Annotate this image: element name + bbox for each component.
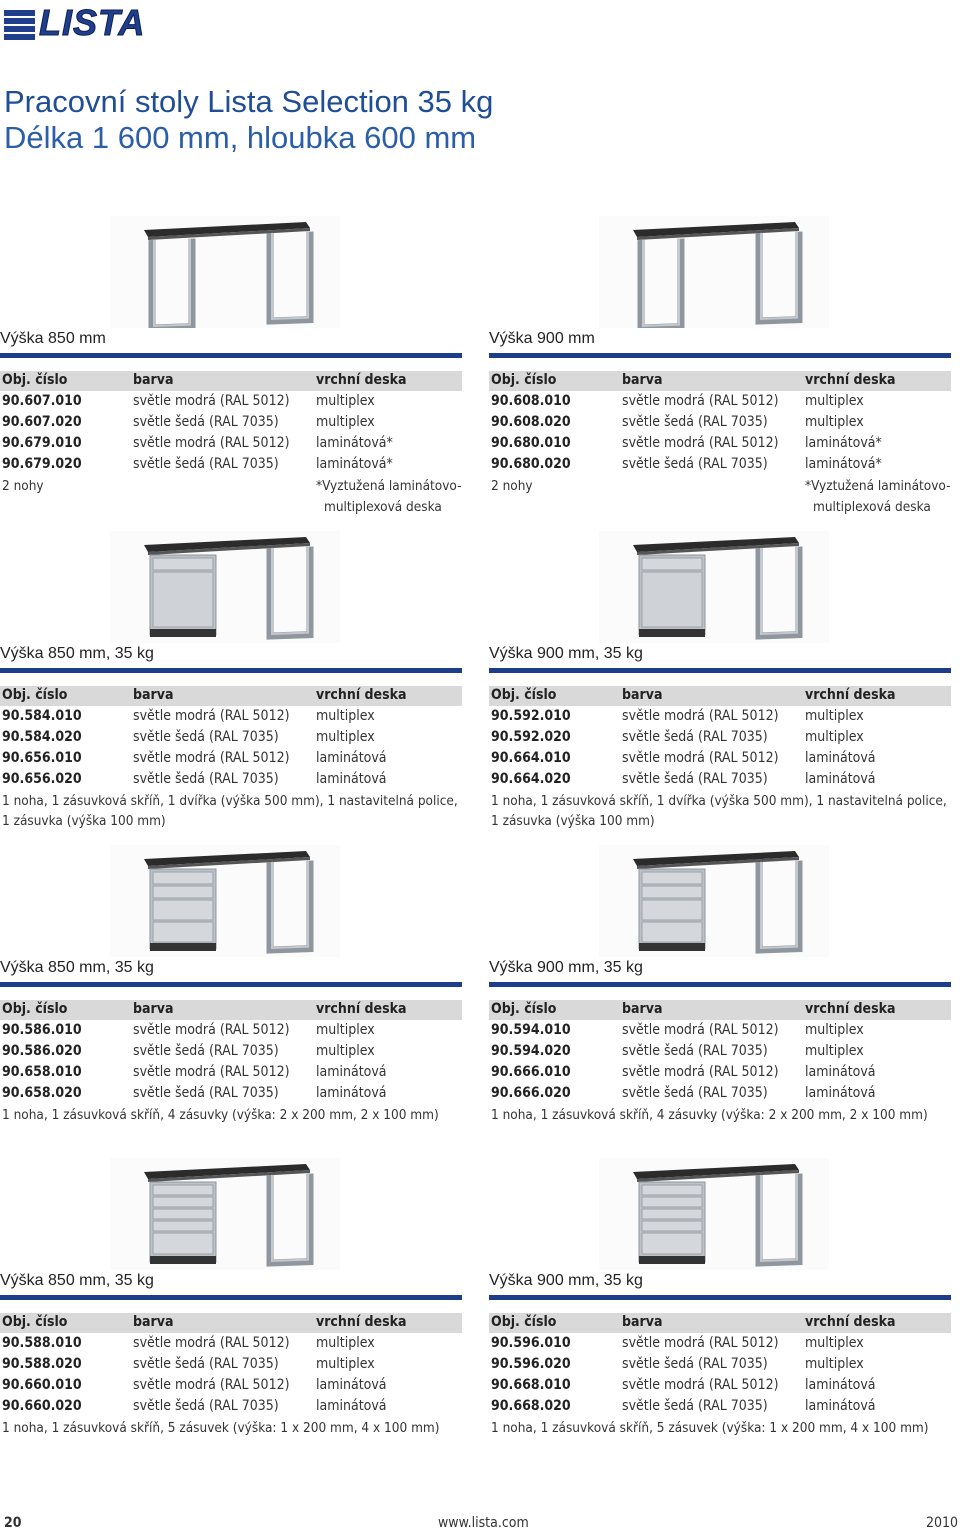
note-footnote-1: *Vyztužená laminátovo- (805, 478, 951, 494)
color-value: světle modrá (RAL 5012) (133, 1377, 290, 1393)
top-value: multiplex (316, 393, 375, 409)
table-header (0, 1313, 462, 1333)
order-code: 90.607.020 (2, 414, 82, 430)
col-header-code: Obj. číslo (2, 372, 68, 388)
table-row (489, 707, 951, 728)
table-row (489, 1376, 951, 1397)
table-header (0, 371, 462, 391)
table-header (489, 1313, 951, 1333)
table-header (0, 686, 462, 706)
color-value: světle modrá (RAL 5012) (622, 393, 779, 409)
col-header-color: barva (133, 372, 174, 388)
col-header-color: barva (133, 1001, 174, 1017)
color-value: světle šedá (RAL 7035) (133, 456, 279, 472)
section-heading: Výška 900 mm, 35 kg (489, 645, 643, 662)
table-header (0, 1000, 462, 1020)
table-row (489, 392, 951, 413)
table-row (0, 455, 462, 476)
order-code: 90.680.010 (491, 435, 571, 451)
top-value: laminátová (316, 1085, 387, 1101)
order-code: 90.658.020 (2, 1085, 82, 1101)
table-row (0, 749, 462, 770)
note-description-1: 1 noha, 1 zásuvková skříň, 4 zásuvky (výška: 2 x 200 mm, 2 x 100 mm) (491, 1107, 928, 1123)
section-heading: Výška 900 mm, 35 kg (489, 1272, 643, 1289)
table-row (489, 1397, 951, 1418)
top-value: laminátová (805, 1398, 876, 1414)
color-value: světle modrá (RAL 5012) (622, 435, 779, 451)
workbench-image (599, 845, 829, 957)
title-line-2: Délka 1 600 mm, hloubka 600 mm (4, 120, 477, 155)
order-code: 90.588.010 (2, 1335, 82, 1351)
table-row (489, 455, 951, 476)
top-value: multiplex (805, 414, 864, 430)
top-value: multiplex (805, 1335, 864, 1351)
order-code: 90.660.010 (2, 1377, 82, 1393)
col-header-top: vrchní deska (805, 687, 896, 703)
order-code: 90.666.020 (491, 1085, 571, 1101)
top-value: multiplex (316, 1043, 375, 1059)
product-section (489, 212, 951, 515)
table-row (0, 434, 462, 455)
top-value: multiplex (805, 1022, 864, 1038)
order-code: 90.592.020 (491, 729, 571, 745)
product-section (0, 841, 462, 1141)
table-row (0, 1063, 462, 1084)
table-row (0, 707, 462, 728)
order-code: 90.584.010 (2, 708, 82, 724)
table-row (0, 392, 462, 413)
order-code: 90.586.020 (2, 1043, 82, 1059)
order-code: 90.608.020 (491, 414, 571, 430)
table-row (0, 1021, 462, 1042)
table-row (0, 1084, 462, 1105)
top-value: laminátová (805, 1064, 876, 1080)
top-value: multiplex (805, 729, 864, 745)
color-value: světle modrá (RAL 5012) (622, 750, 779, 766)
color-value: světle modrá (RAL 5012) (622, 1377, 779, 1393)
workbench-image (110, 1158, 340, 1270)
product-section (0, 527, 462, 827)
logo-text: LISTA (39, 2, 146, 43)
heading-underline (489, 1295, 951, 1300)
top-value: multiplex (316, 1022, 375, 1038)
note-description-2: 1 zásuvka (výška 100 mm) (491, 813, 655, 829)
color-value: světle šedá (RAL 7035) (622, 456, 768, 472)
workbench-image (599, 531, 829, 643)
col-header-color: barva (133, 687, 174, 703)
table-row (489, 1355, 951, 1376)
col-header-code: Obj. číslo (2, 1314, 68, 1330)
col-header-top: vrchní deska (805, 1314, 896, 1330)
color-value: světle šedá (RAL 7035) (133, 1043, 279, 1059)
top-value: laminátová (805, 1377, 876, 1393)
page-title (4, 84, 493, 156)
table-header (489, 686, 951, 706)
top-value: multiplex (805, 393, 864, 409)
note-description-1: 1 noha, 1 zásuvková skříň, 5 zásuvek (výška: 1 x 200 mm, 4 x 100 mm) (2, 1420, 440, 1436)
order-code: 90.668.020 (491, 1398, 571, 1414)
note-description-1: 1 noha, 1 zásuvková skříň, 1 dvířka (výška 500 mm), 1 nastavitelná police, (491, 793, 947, 809)
order-code: 90.666.010 (491, 1064, 571, 1080)
order-code: 90.660.020 (2, 1398, 82, 1414)
table-row (0, 1334, 462, 1355)
note-footnote-1: *Vyztužená laminátovo- (316, 478, 462, 494)
title-line-1: Pracovní stoly Lista Selection 35 kg (4, 84, 494, 119)
order-code: 90.658.010 (2, 1064, 82, 1080)
table-row (0, 1355, 462, 1376)
heading-underline (489, 982, 951, 987)
top-value: laminátová (316, 1398, 387, 1414)
top-value: laminátová (316, 750, 387, 766)
col-header-top: vrchní deska (316, 1314, 407, 1330)
col-header-color: barva (622, 1001, 663, 1017)
order-code: 90.588.020 (2, 1356, 82, 1372)
order-code: 90.586.010 (2, 1022, 82, 1038)
workbench-image (110, 845, 340, 957)
top-value: multiplex (316, 729, 375, 745)
color-value: světle modrá (RAL 5012) (622, 1022, 779, 1038)
workbench-image (110, 216, 340, 328)
heading-underline (0, 668, 462, 673)
table-row (489, 1021, 951, 1042)
top-value: multiplex (316, 414, 375, 430)
table-row (489, 1084, 951, 1105)
color-value: světle šedá (RAL 7035) (622, 1356, 768, 1372)
note-description-2: 1 zásuvka (výška 100 mm) (2, 813, 166, 829)
note-legs: 2 nohy (2, 478, 44, 494)
top-value: laminátová (805, 1085, 876, 1101)
table-header (489, 1000, 951, 1020)
table-row (489, 434, 951, 455)
section-heading: Výška 850 mm (0, 330, 106, 347)
top-value: multiplex (805, 1043, 864, 1059)
heading-underline (0, 1295, 462, 1300)
order-code: 90.592.010 (491, 708, 571, 724)
order-code: 90.679.020 (2, 456, 82, 472)
table-row (489, 1042, 951, 1063)
color-value: světle šedá (RAL 7035) (133, 729, 279, 745)
workbench-image (110, 531, 340, 643)
order-code: 90.679.010 (2, 435, 82, 451)
section-heading: Výška 850 mm, 35 kg (0, 645, 154, 662)
order-code: 90.680.020 (491, 456, 571, 472)
color-value: světle modrá (RAL 5012) (622, 1064, 779, 1080)
top-value: laminátová (805, 771, 876, 787)
top-value: multiplex (316, 708, 375, 724)
section-heading: Výška 900 mm, 35 kg (489, 959, 643, 976)
color-value: světle šedá (RAL 7035) (133, 771, 279, 787)
note-description-1: 1 noha, 1 zásuvková skříň, 1 dvířka (výška 500 mm), 1 nastavitelná police, (2, 793, 458, 809)
page-number: 20 (4, 1515, 22, 1531)
top-value: laminátová (316, 771, 387, 787)
color-value: světle modrá (RAL 5012) (133, 435, 290, 451)
order-code: 90.607.010 (2, 393, 82, 409)
order-code: 90.584.020 (2, 729, 82, 745)
product-section (0, 1154, 462, 1454)
heading-underline (0, 353, 462, 358)
col-header-code: Obj. číslo (491, 687, 557, 703)
color-value: světle modrá (RAL 5012) (133, 750, 290, 766)
note-description-1: 1 noha, 1 zásuvková skříň, 5 zásuvek (výška: 1 x 200 mm, 4 x 100 mm) (491, 1420, 929, 1436)
top-value: multiplex (316, 1335, 375, 1351)
table-row (0, 728, 462, 749)
color-value: světle modrá (RAL 5012) (622, 1335, 779, 1351)
top-value: laminátová* (805, 456, 882, 472)
col-header-color: barva (133, 1314, 174, 1330)
col-header-color: barva (622, 372, 663, 388)
color-value: světle šedá (RAL 7035) (622, 414, 768, 430)
section-heading: Výška 900 mm (489, 330, 595, 347)
product-section (489, 527, 951, 827)
col-header-top: vrchní deska (316, 1001, 407, 1017)
col-header-top: vrchní deska (805, 1001, 896, 1017)
table-row (489, 1334, 951, 1355)
table-row (0, 1042, 462, 1063)
table-row (0, 1397, 462, 1418)
section-heading: Výška 850 mm, 35 kg (0, 1272, 154, 1289)
table-row (489, 413, 951, 434)
top-value: laminátová (805, 750, 876, 766)
color-value: světle šedá (RAL 7035) (622, 771, 768, 787)
color-value: světle šedá (RAL 7035) (622, 1043, 768, 1059)
table-row (489, 770, 951, 791)
color-value: světle modrá (RAL 5012) (133, 393, 290, 409)
workbench-image (599, 216, 829, 328)
note-description-1: 1 noha, 1 zásuvková skříň, 4 zásuvky (výška: 2 x 200 mm, 2 x 100 mm) (2, 1107, 439, 1123)
table-row (489, 749, 951, 770)
note-legs: 2 nohy (491, 478, 533, 494)
col-header-top: vrchní deska (805, 372, 896, 388)
heading-underline (0, 982, 462, 987)
table-row (0, 770, 462, 791)
order-code: 90.594.020 (491, 1043, 571, 1059)
footer-url[interactable]: www.lista.com (438, 1515, 529, 1531)
col-header-color: barva (622, 1314, 663, 1330)
top-value: multiplex (805, 708, 864, 724)
order-code: 90.596.010 (491, 1335, 571, 1351)
order-code: 90.594.010 (491, 1022, 571, 1038)
top-value: multiplex (316, 1356, 375, 1372)
table-row (0, 1376, 462, 1397)
col-header-code: Obj. číslo (491, 1001, 557, 1017)
workbench-image (599, 1158, 829, 1270)
top-value: multiplex (805, 1356, 864, 1372)
table-row (489, 728, 951, 749)
color-value: světle modrá (RAL 5012) (622, 708, 779, 724)
color-value: světle modrá (RAL 5012) (133, 708, 290, 724)
top-value: laminátová* (316, 435, 393, 451)
color-value: světle šedá (RAL 7035) (622, 729, 768, 745)
col-header-code: Obj. číslo (491, 372, 557, 388)
color-value: světle šedá (RAL 7035) (133, 1356, 279, 1372)
color-value: světle šedá (RAL 7035) (622, 1085, 768, 1101)
product-section (489, 1154, 951, 1454)
product-section (0, 212, 462, 515)
logo-stripes-icon (4, 8, 35, 39)
section-heading: Výška 850 mm, 35 kg (0, 959, 154, 976)
top-value: laminátová* (316, 456, 393, 472)
color-value: světle šedá (RAL 7035) (622, 1398, 768, 1414)
order-code: 90.656.020 (2, 771, 82, 787)
top-value: laminátová (316, 1064, 387, 1080)
color-value: světle šedá (RAL 7035) (133, 414, 279, 430)
table-row (0, 413, 462, 434)
top-value: laminátová (316, 1377, 387, 1393)
heading-underline (489, 353, 951, 358)
order-code: 90.668.010 (491, 1377, 571, 1393)
note-footnote-2: multiplexová deska (813, 499, 931, 515)
col-header-top: vrchní deska (316, 687, 407, 703)
color-value: světle modrá (RAL 5012) (133, 1022, 290, 1038)
col-header-top: vrchní deska (316, 372, 407, 388)
order-code: 90.608.010 (491, 393, 571, 409)
table-header (489, 371, 951, 391)
lista-logo (4, 2, 146, 43)
order-code: 90.664.010 (491, 750, 571, 766)
order-code: 90.656.010 (2, 750, 82, 766)
order-code: 90.596.020 (491, 1356, 571, 1372)
col-header-code: Obj. číslo (491, 1314, 557, 1330)
col-header-color: barva (622, 687, 663, 703)
table-row (489, 1063, 951, 1084)
color-value: světle šedá (RAL 7035) (133, 1085, 279, 1101)
order-code: 90.664.020 (491, 771, 571, 787)
col-header-code: Obj. číslo (2, 687, 68, 703)
footer-year: 2010 (926, 1515, 959, 1531)
color-value: světle modrá (RAL 5012) (133, 1335, 290, 1351)
col-header-code: Obj. číslo (2, 1001, 68, 1017)
note-footnote-2: multiplexová deska (324, 499, 442, 515)
product-section (489, 841, 951, 1141)
color-value: světle šedá (RAL 7035) (133, 1398, 279, 1414)
heading-underline (489, 668, 951, 673)
color-value: světle modrá (RAL 5012) (133, 1064, 290, 1080)
top-value: laminátová* (805, 435, 882, 451)
